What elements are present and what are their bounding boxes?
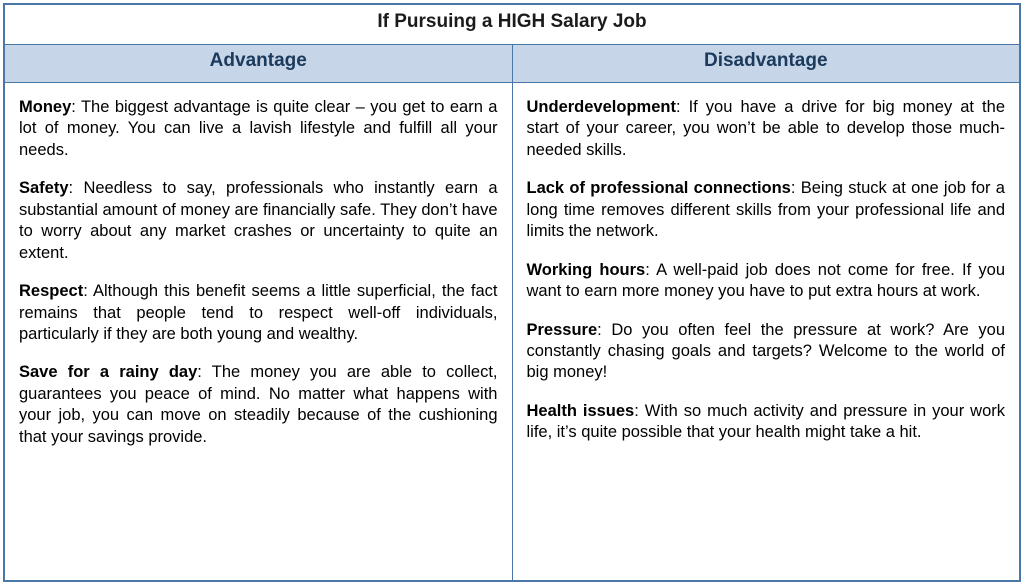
column-header-advantage: Advantage (4, 45, 512, 83)
disadvantage-term: Underdevelopment (526, 98, 676, 116)
disadvantage-text: : With so much activity and pressure in your work life, it’s quite possible that your health might take a hit. (526, 401, 1006, 442)
disadvantage-item (527, 401, 1006, 444)
advantage-item (19, 362, 498, 448)
disadvantage-text: : A well-paid job does not come for free. If you want to earn more money you have to put extra hours at work. (526, 260, 1005, 301)
advantage-term: Safety (19, 179, 69, 198)
disadvantage-item (527, 178, 1006, 242)
advantage-text: : Needless to say, professionals who instantly earn a substantial amount of money are financially safe. They don’t have to worry about any market crashes or uncertainty to quite an extent. (19, 179, 498, 262)
advantage-item (19, 281, 498, 345)
disadvantage-term: Lack of professional connections (526, 179, 791, 198)
advantage-text: : The money you are able to collect, guarantees you peace of mind. No matter what happens with your job, you can move on steadily because of the cushioning that your savings provide. (19, 363, 498, 446)
disadvantage-item (527, 260, 1006, 303)
column-header-disadvantage: Disadvantage (512, 45, 1020, 83)
advantage-term: Respect (19, 282, 84, 301)
table-body-row (4, 83, 1020, 582)
table-title-row (4, 4, 1020, 45)
page-title: If Pursuing a HIGH Salary Job (4, 4, 1020, 45)
advantage-item (19, 178, 498, 264)
advantage-term: Save for a rainy day (19, 363, 198, 382)
disadvantages-cell (512, 83, 1020, 582)
advantages-cell (4, 83, 512, 582)
disadvantage-term: Working hours (526, 260, 646, 279)
disadvantage-item (527, 320, 1006, 384)
disadvantage-term: Health issues (526, 401, 635, 420)
table-header-row (4, 45, 1020, 83)
advantage-item (19, 97, 498, 161)
advantage-text: : Although this benefit seems a little superficial, the fact remains that people tend to respect well-off individuals, particularly if they are both young and wealthy. (19, 282, 498, 343)
advantage-term: Money (19, 98, 72, 116)
advantage-disadvantage-table (3, 3, 1021, 582)
disadvantage-text: : Being stuck at one job for a long time removes different skills from your professional life and limits the network. (526, 179, 1005, 241)
disadvantage-term: Pressure (526, 320, 598, 339)
advantage-text: : The biggest advantage is quite clear – you get to earn a lot of money. You can live a lavish lifestyle and fulfill all your needs. (19, 98, 498, 159)
disadvantage-text: : Do you often feel the pressure at work? Are you constantly chasing goals and targets? Welcome to the world of big money! (526, 320, 1005, 382)
disadvantage-text: : If you have a drive for big money at the start of your career, you won’t be able to develop those much-needed skills. (526, 98, 1005, 159)
disadvantage-item (527, 97, 1006, 161)
